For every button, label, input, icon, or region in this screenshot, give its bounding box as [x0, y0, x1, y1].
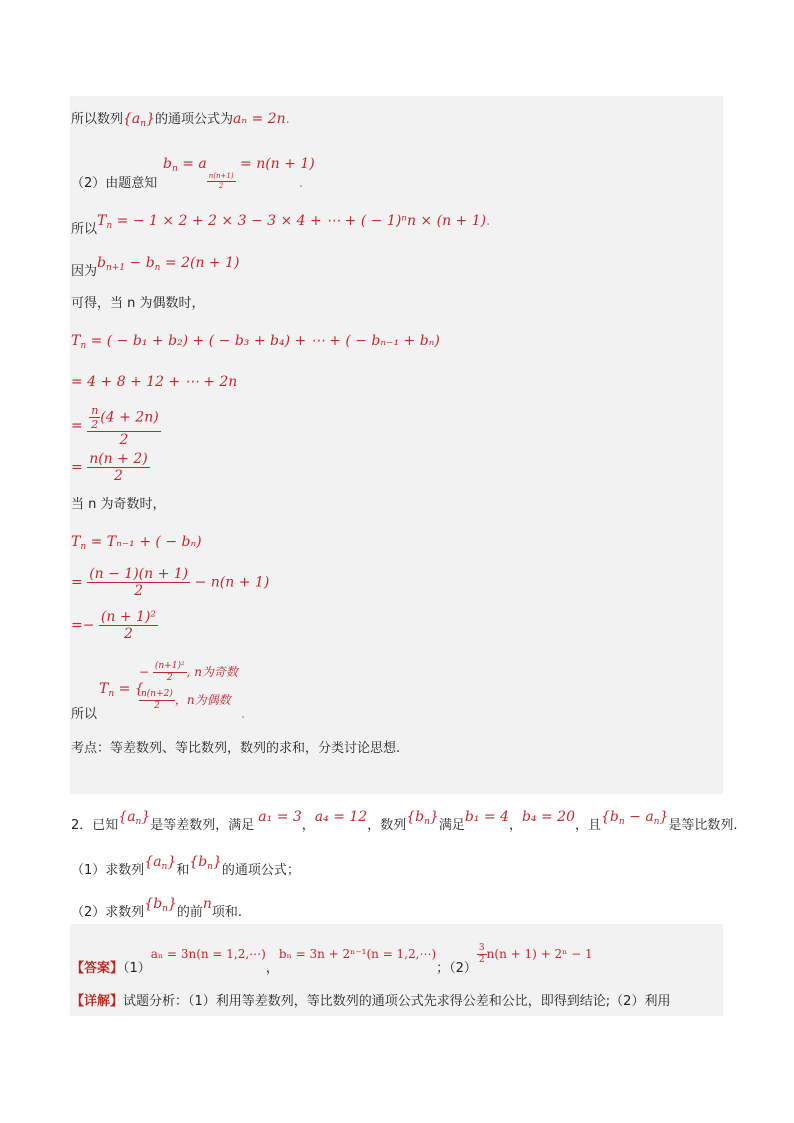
tn-sum-formula: $T_n$ = − 1 × 2 + 2 × 3 − 3 × 4 + ⋯ + ( − 1)ⁿn × (n + 1) — [97, 213, 487, 231]
even-case-heading: 可得，当 n 为偶数时， — [71, 296, 205, 311]
odd-case-heading: 当 n 为奇数时， — [71, 497, 166, 512]
fraction-line-4: =− $\frac{\text{(n + 1)²}}{2}$ — [71, 609, 157, 642]
fraction-line-2: = $\frac{n(n + 2)}{2}$ — [71, 451, 148, 484]
set-an: $\{a_n\}$ — [123, 111, 155, 129]
detail-line: 【详解】试题分析：（1）利用等差数列，等比数列的通项公式先求得公差和公比，即得到结论;（2）利用 — [71, 994, 671, 1009]
fraction-line-3: = $\frac{(n - 1)(n + 1)}{2}$ − n(n + 1) — [71, 566, 270, 599]
fraction-line-1: = $\frac{n}{2}$ (4 + 2n) 2 — [71, 404, 159, 448]
answer-line: 【答案】（1）aₙ = 3n(n = 1,2,⋯)，bₙ = 3n + 2ⁿ⁻¹(n = 1,2,⋯)；（2） $\frac{3}{2}$ n(n + 1) + 2ⁿ − 1 — [71, 943, 593, 976]
tn-sum-line: 所以$T_n$ = − 1 × 2 + 2 × 3 − 3 × 4 + ⋯ + ( − 1)ⁿn × (n + 1). — [71, 213, 491, 237]
general-term-line: 所以数列$\{a_n\}$的通项公式为aₙ = 2n. — [71, 111, 290, 129]
difference-line: 因为$b_{n+1} - b_n = 2(n + 1)$ — [71, 255, 240, 279]
problem2-sub1: （1）求数列$\{a_n\}$和$\{b_n\}$的通项公式； — [71, 854, 300, 878]
tn-odd-recursion: $T_n = T_{n-1}$ + ( − bₙ) — [71, 534, 202, 552]
difference-formula: $b_{n+1} - b_n = 2(n + 1)$ — [97, 255, 240, 273]
kaodian-line: 考点：等差数列、等比数列，数列的求和，分类讨论思想. — [71, 741, 401, 756]
problem2-sub2: （2）求数列$\{b_n\}$的前n项和. — [71, 896, 243, 920]
an-formula: aₙ = 2n — [233, 111, 286, 127]
problem2-statement: 2．已知$\{a_n\}$是等差数列，满足a₁ = 3，a₄ = 12，数列$\{b_n\}$满足b₁ = 4，b₄ = 20，且$\{b_n - a_n\}$是等比数列. — [71, 809, 738, 833]
piecewise-result: 所以 $T_n$ = { − $\frac{\text{(n+1)²}}{2}$ , n为奇数 $\frac{n(n+2)}{2}$ ，n为偶数 . — [71, 661, 246, 722]
arith-sum-line: = 4 + 8 + 12 + ⋯ + 2n — [71, 374, 238, 390]
tn-even-grouping: $T_n$ = ( − b₁ + b₂) + ( − b₃ + b₄) + ⋯ + ( − bₙ₋₁ + bₙ) — [71, 333, 440, 351]
